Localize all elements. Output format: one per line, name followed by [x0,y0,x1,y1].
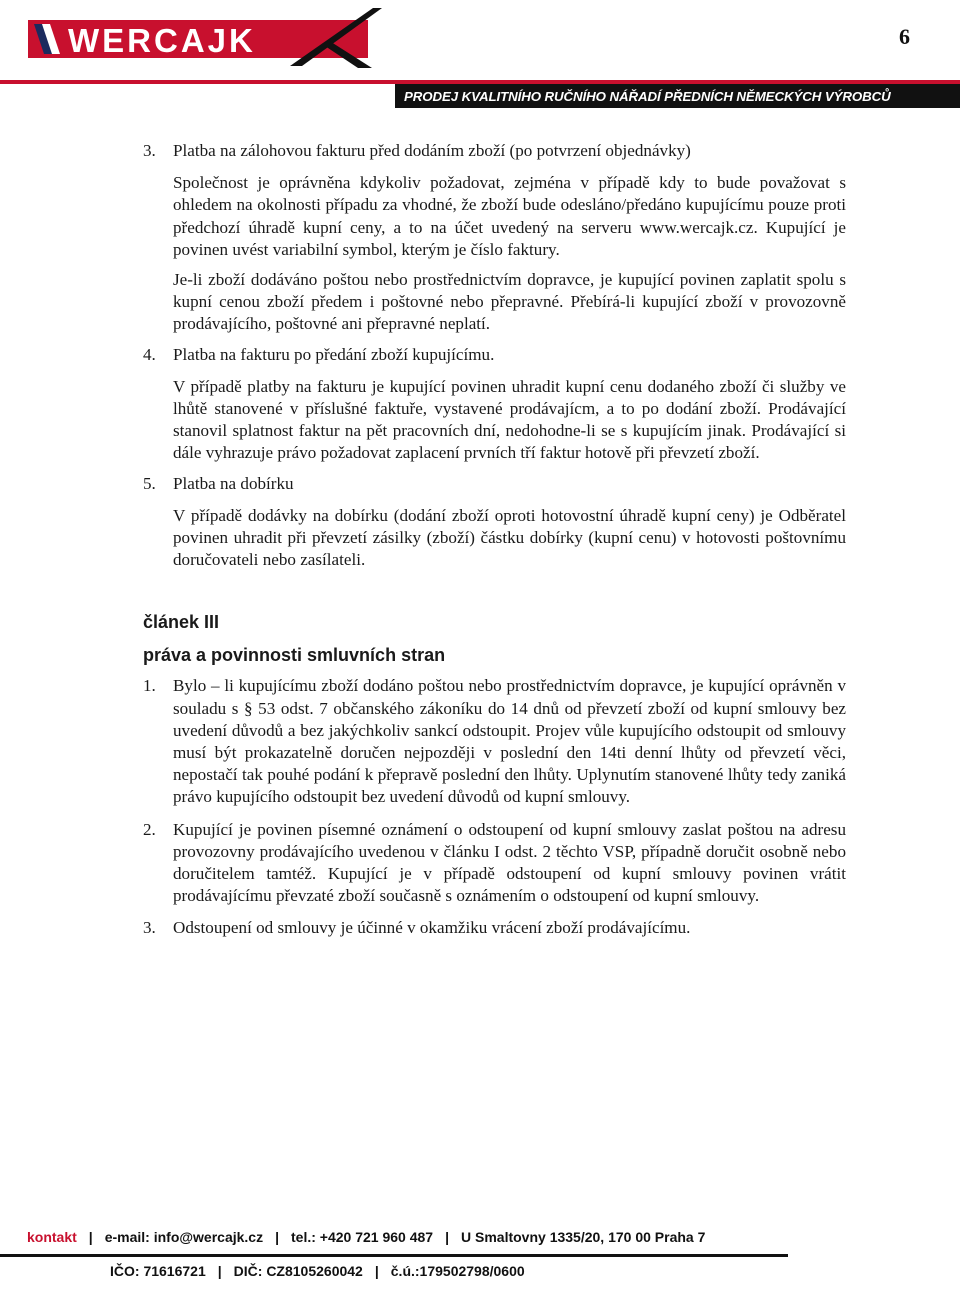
article-item-2 [143,819,846,908]
footer-separator: | [88,1229,93,1245]
article-item-1 [143,675,846,808]
footer-separator: | [217,1263,222,1279]
item-title: Platba na zálohovou fakturu před dodáním zboží (po potvrzení objednávky) [173,141,691,160]
footer-rule [0,1254,788,1257]
footer-email[interactable]: e-mail: info@wercajk.cz [104,1229,264,1245]
item-text: Bylo – li kupujícímu zboží dodáno poštou nebo prostřednictvím dopravce, je kupující oprávněn v souladu s § 53 odst. 7 občanského zákoníku do 14 dnů od převzetí zboží od kupní smlouvy bez uvedení důvodů a bez jakýchkoliv sankcí odstoupit. Projev vůle kupujícího odstoupit od smlouvy musí být prokazatelně doručen nejpozději v poslední den 14ti denní lhůty od převzetí věci, nepostačí tak pouhé podání k přepravě poslední den lhůty. Uplynutím stanovené lhůty tedy zaniká právo kupujícího odstoupit bez uvedení důvodů od kupní smlouvy. [173,676,846,807]
footer-contact-line [27,1229,705,1245]
item-number: 4. [143,344,156,364]
paragraph: Společnost je oprávněna kdykoliv požadovat, zejména v případě kdy to bude považovat s ohledem na okolnosti případu za vhodné, že zboží bude odesláno/předáno kupujícímu pouze proti předchozí úhradě kupní ceny, a to na účet uvedený na serveru www.wercajk.cz. Kupující je povinen uvést variabilní symbol, kterým je číslo faktury. [173,173,846,259]
item-number: 1. [143,676,156,696]
footer-company-ids [110,1263,525,1279]
item-title: Platba na fakturu po předání zboží kupujícímu. [173,344,495,364]
item-title: Platba na dobírku [173,473,294,493]
footer-address: U Smaltovny 1335/20, 170 00 Praha 7 [461,1229,706,1245]
item-number: 5. [143,473,156,493]
item-text: Odstoupení od smlouvy je účinné v okamžiku vrácení zboží prodávajícímu. [173,918,691,938]
payment-item-5 [143,473,846,495]
article-title: práva a povinnosti smluvních stran [143,645,446,666]
wercajk-logo [28,6,388,70]
page-number: 6 [899,24,910,49]
item-text: Kupující je povinen písemné oznámení o odstoupení od kupní smlouvy zaslat poštou na adresu provozovny prodávajícího uvedenou v článku I odst. 2 těchto VSP, případně doručit osobně nebo doručitelem tamtéž. Kupující je v případě odstoupení od kupní smlouvy povinen vrátit prodávajícímu převzaté zboží současně s oznámením o odstoupení od kupní smlouvy. [173,819,846,906]
document-body [143,140,846,940]
footer-dic: DIČ: CZ8105260042 [233,1263,363,1279]
item-number: 2. [143,819,156,839]
footer-separator: | [445,1229,449,1245]
footer-separator: | [275,1229,280,1245]
paragraph: Je-li zboží dodáváno poštou nebo prostřednictvím dopravce, je kupující povinen zaplatit spolu s kupní cenou zboží předem i poštovné nebo přepravné. Přebírá-li kupující zboží v provozovně prodávajícího, poštovné ani přepravné neplatí. [173,270,846,334]
item-number: 3. [143,141,156,160]
article-item-3 [143,917,846,939]
payment-item-3 [143,140,846,162]
footer-kontakt-label: kontakt [27,1229,77,1245]
payment-item-4 [143,344,846,366]
article-number: článek III [143,612,220,633]
footer-ico: IČO: 71616721 [110,1263,206,1279]
footer-account: č.ú.:179502798/0600 [390,1263,525,1279]
footer-separator: | [374,1263,379,1279]
header-tagline: PRODEJ KVALITNÍHO RUČNÍHO NÁŘADÍ PŘEDNÍCH NĚMECKÝCH VÝROBCŮ [395,84,960,108]
paragraph: V případě platby na fakturu je kupující povinen uhradit kupní cenu dodaného zboží či služby ve lhůtě stanovené v příslušné faktuře, vystavené prodávajícm, a to po dodání zboží. Prodávající stanovil splatnost faktur na pět pracovních dní, nedohodne-li se s kupujícím jinak. Prodávající si dále vyhrazuje právo požadovat zaplacení prvních tří faktur hotově při převzetí zboží. [173,376,846,463]
item-number: 3. [143,918,156,938]
paragraph: V případě dodávky na dobírku (dodání zboží oproti hotovostní úhradě kupní ceny) je Odběratel povinen uhradit při převzetí zásilky (zboží) částku dobírky (kupní cenu) v hotovosti poštovnímu doručovateli nebo zasílateli. [173,505,846,570]
footer-phone: tel.: +420 721 960 487 [291,1229,434,1245]
svg-text:WERCAJK: WERCAJK [68,22,256,59]
